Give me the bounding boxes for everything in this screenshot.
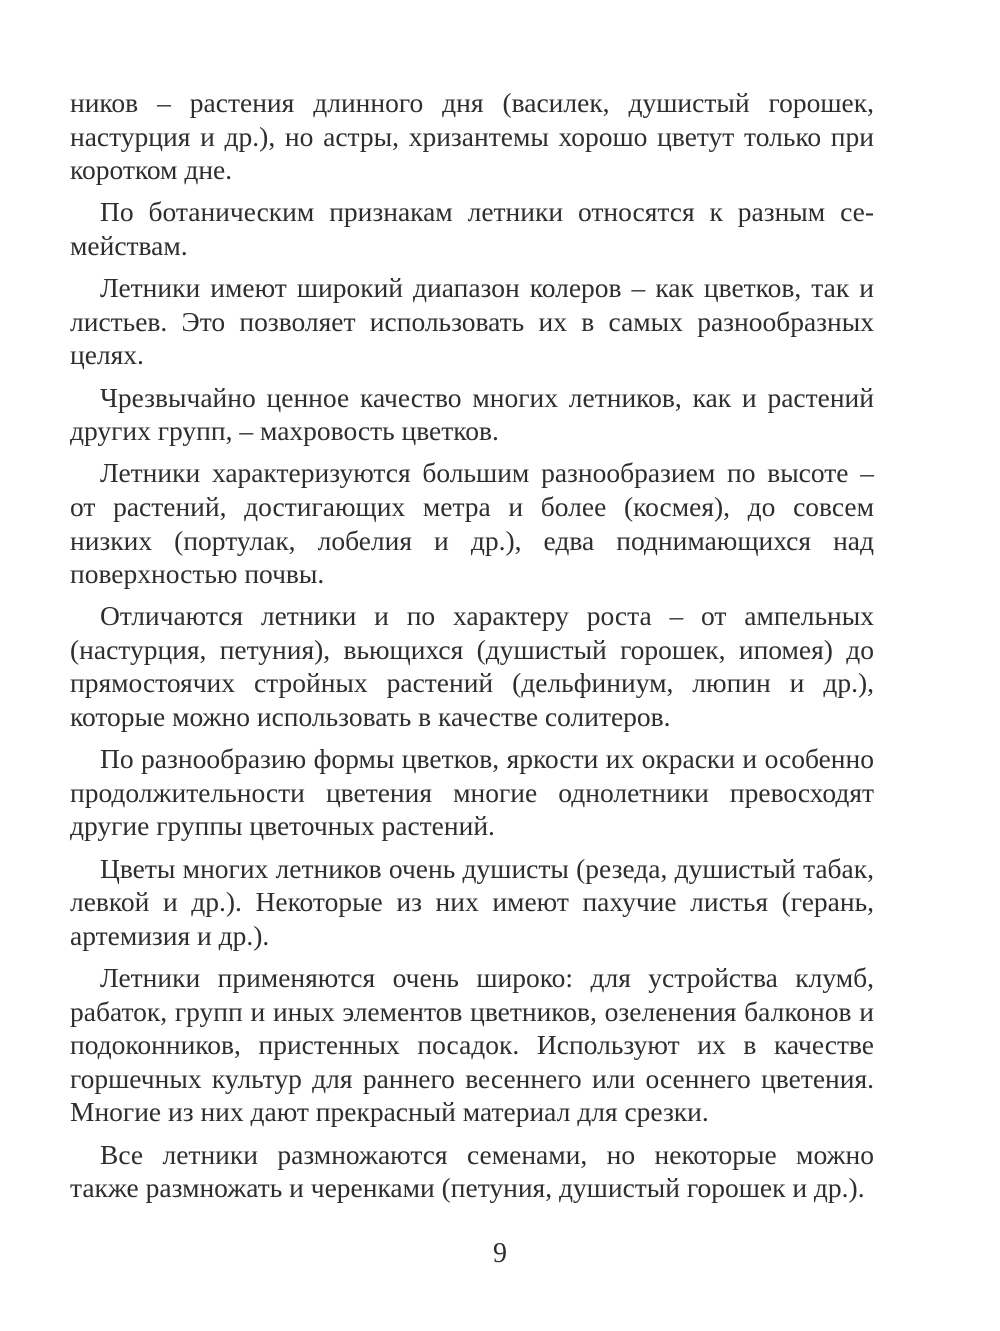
paragraph: Летники применяются очень широко: для устройства клумб, рабаток, групп и иных элементов цветников, озеленения балконов и подоконников, пристенных посадок. Используют их в качестве горшечных культур для раннего весеннего или осеннего цветения. Многие из них дают прекрасный материал для срезки. — [70, 962, 874, 1128]
paragraph-continuation: ников – растения длинного дня (василек, душистый горошек, настурция и др.), но астры, хризантемы хорошо цветут только при коротком дне. — [70, 87, 874, 186]
paragraph: Летники имеют широкий диапазон колеров – как цветков, так и листьев. Это позволяет использовать их в самых разнообразных целях. — [70, 272, 874, 371]
body-text — [70, 86, 874, 1213]
paragraph: Летники характеризуются большим разнообразием по высоте – от растений, достигающих метра и более (космея), до совсем низких (портулак, лобелия и др.), едва поднимающихся над поверхностью почвы. — [70, 457, 874, 590]
paragraph: Отличаются летники и по характеру роста – от ампельных (настурция, петуния), вьющихся (душистый горошек, ипомея) до прямостоячих стройных растений (дельфиниум, люпин и др.), которые можно использовать в качестве солитеров. — [70, 600, 874, 733]
paragraph: По ботаническим признакам летники относятся к разным семействам. — [70, 196, 874, 261]
paragraph: Чрезвычайно ценное качество многих летников, как и растений других групп, – махровость цветков. — [70, 381, 874, 447]
paragraph: По разнообразию формы цветков, яркости их окраски и особенно продолжительности цветения многие однолетники превосходят другие группы цветочных растений. — [70, 743, 874, 842]
paragraph: Цветы многих летников очень душисты (резеда, душистый табак, левкой и др.). Некоторые из них имеют пахучие листья (герань, артемизия и др.). — [70, 852, 874, 951]
page-number: 9 — [493, 1238, 507, 1269]
paragraph: Все летники размножаются семенами, но некоторые можно также размножать и черенками (петуния, душистый горошек и др.). — [70, 1138, 874, 1204]
